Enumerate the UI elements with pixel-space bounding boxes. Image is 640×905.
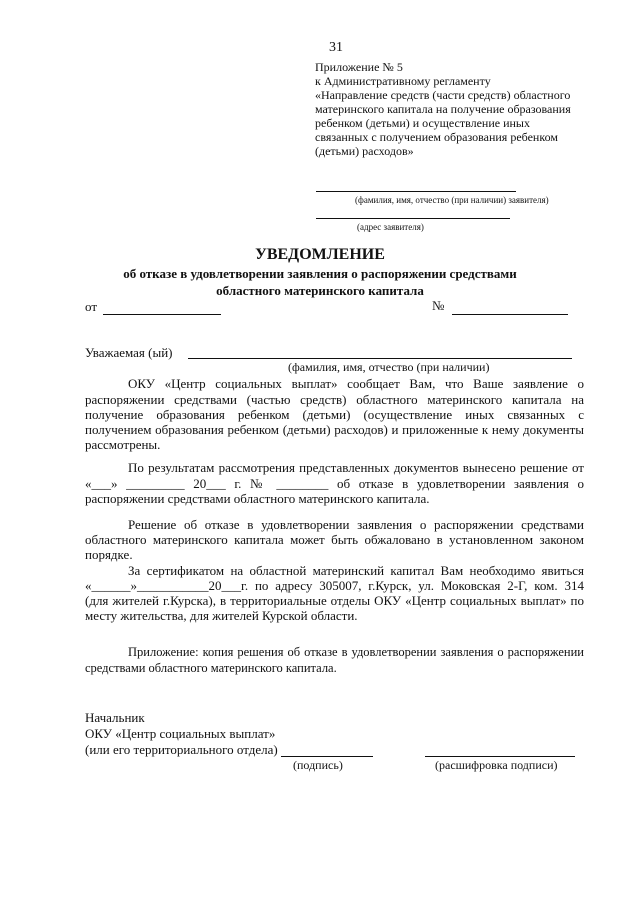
paragraph-line: «______»___________20___г. по адресу 305007, г.Курск, ул. Моковская 2-Г, ком. 314 [85, 578, 584, 593]
appendix-line: Приложение № 5 [315, 60, 403, 74]
signatory-line: (или его территориального отдела) [85, 742, 278, 757]
attachment-line: средствами областного материнского капитала. [85, 661, 337, 675]
greeting-caption: (фамилия, имя, отчество (при наличии) [288, 360, 490, 374]
applicant-address-caption: (адрес заявителя) [357, 222, 424, 232]
appendix-line: к Административному регламенту [315, 74, 491, 88]
signatory-line: Начальник [85, 710, 145, 725]
appendix-line: (детьми) расходов» [315, 144, 414, 158]
paragraph-line: рассмотрены. [85, 437, 161, 452]
from-label: от [85, 299, 98, 314]
signatory-line: ОКУ «Центр социальных выплат» [85, 726, 276, 741]
applicant-name-caption: (фамилия, имя, отчество (при наличии) заявителя) [355, 195, 549, 205]
paragraph-line: распоряжении средствами (частью средств) областного материнского капитала на [85, 392, 584, 407]
appendix-line: ребенком (детьми) и осуществление иных [315, 116, 530, 130]
paragraph-line: получением образования ребенком (детьми) расходов) и приложенные к нему документы [85, 422, 584, 437]
appendix-line: связанных с получением образования ребенком [315, 130, 558, 144]
paragraph-line: порядке. [85, 547, 133, 562]
paragraph-line: распоряжении средствами областного материнского капитала. [85, 491, 430, 506]
paragraph-line: По результатам рассмотрения представленных документов вынесено решение от [128, 460, 584, 475]
paragraph-line: получение образования ребенком (детьми) (осуществление иных связанных с [85, 407, 584, 422]
paragraph-line: Решение об отказе в удовлетворении заявления о распоряжении средствами [128, 517, 584, 532]
paragraph-line: ОКУ «Центр социальных выплат» сообщает Вам, что Ваше заявление о [128, 376, 584, 391]
signature-caption: (подпись) [293, 758, 343, 772]
greeting-label: Уважаемая (ый) [85, 345, 173, 360]
from-date-line [103, 314, 221, 315]
applicant-address-line [316, 218, 510, 219]
paragraph-line: «___» _________ 20___ г. № ________ об отказе в удовлетворении заявления о [85, 476, 584, 491]
attachment-line: Приложение: копия решения об отказе в удовлетворении заявления о распоряжении [128, 645, 584, 659]
signature-decode-line [425, 756, 575, 757]
signature-line [281, 756, 373, 757]
paragraph-line: За сертификатом на областной материнский капитал Вам необходимо явиться [128, 563, 584, 578]
page-number: 31 [329, 40, 343, 55]
document-subtitle-2: областного материнского капитала [216, 283, 424, 298]
document-title: УВЕДОМЛЕНИЕ [255, 246, 385, 263]
paragraph-line: месту жительства, для жителей Курской области. [85, 608, 358, 623]
applicant-name-line [316, 191, 516, 192]
appendix-line: материнского капитала на получение образования [315, 102, 571, 116]
number-label: № [432, 298, 445, 313]
document-subtitle-1: об отказе в удовлетворении заявления о распоряжении средствами [123, 266, 517, 281]
paragraph-line: областного материнского капитала может быть обжаловано в установленном законом [85, 532, 584, 547]
number-line [452, 314, 568, 315]
appendix-line: «Направление средств (части средств) областного [315, 88, 571, 102]
greeting-line [188, 358, 572, 359]
paragraph-line: (для жителей г.Курска), в территориальные отделы ОКУ «Центр социальных выплат» по [85, 593, 584, 608]
signature-decode-caption: (расшифровка подписи) [435, 758, 558, 772]
